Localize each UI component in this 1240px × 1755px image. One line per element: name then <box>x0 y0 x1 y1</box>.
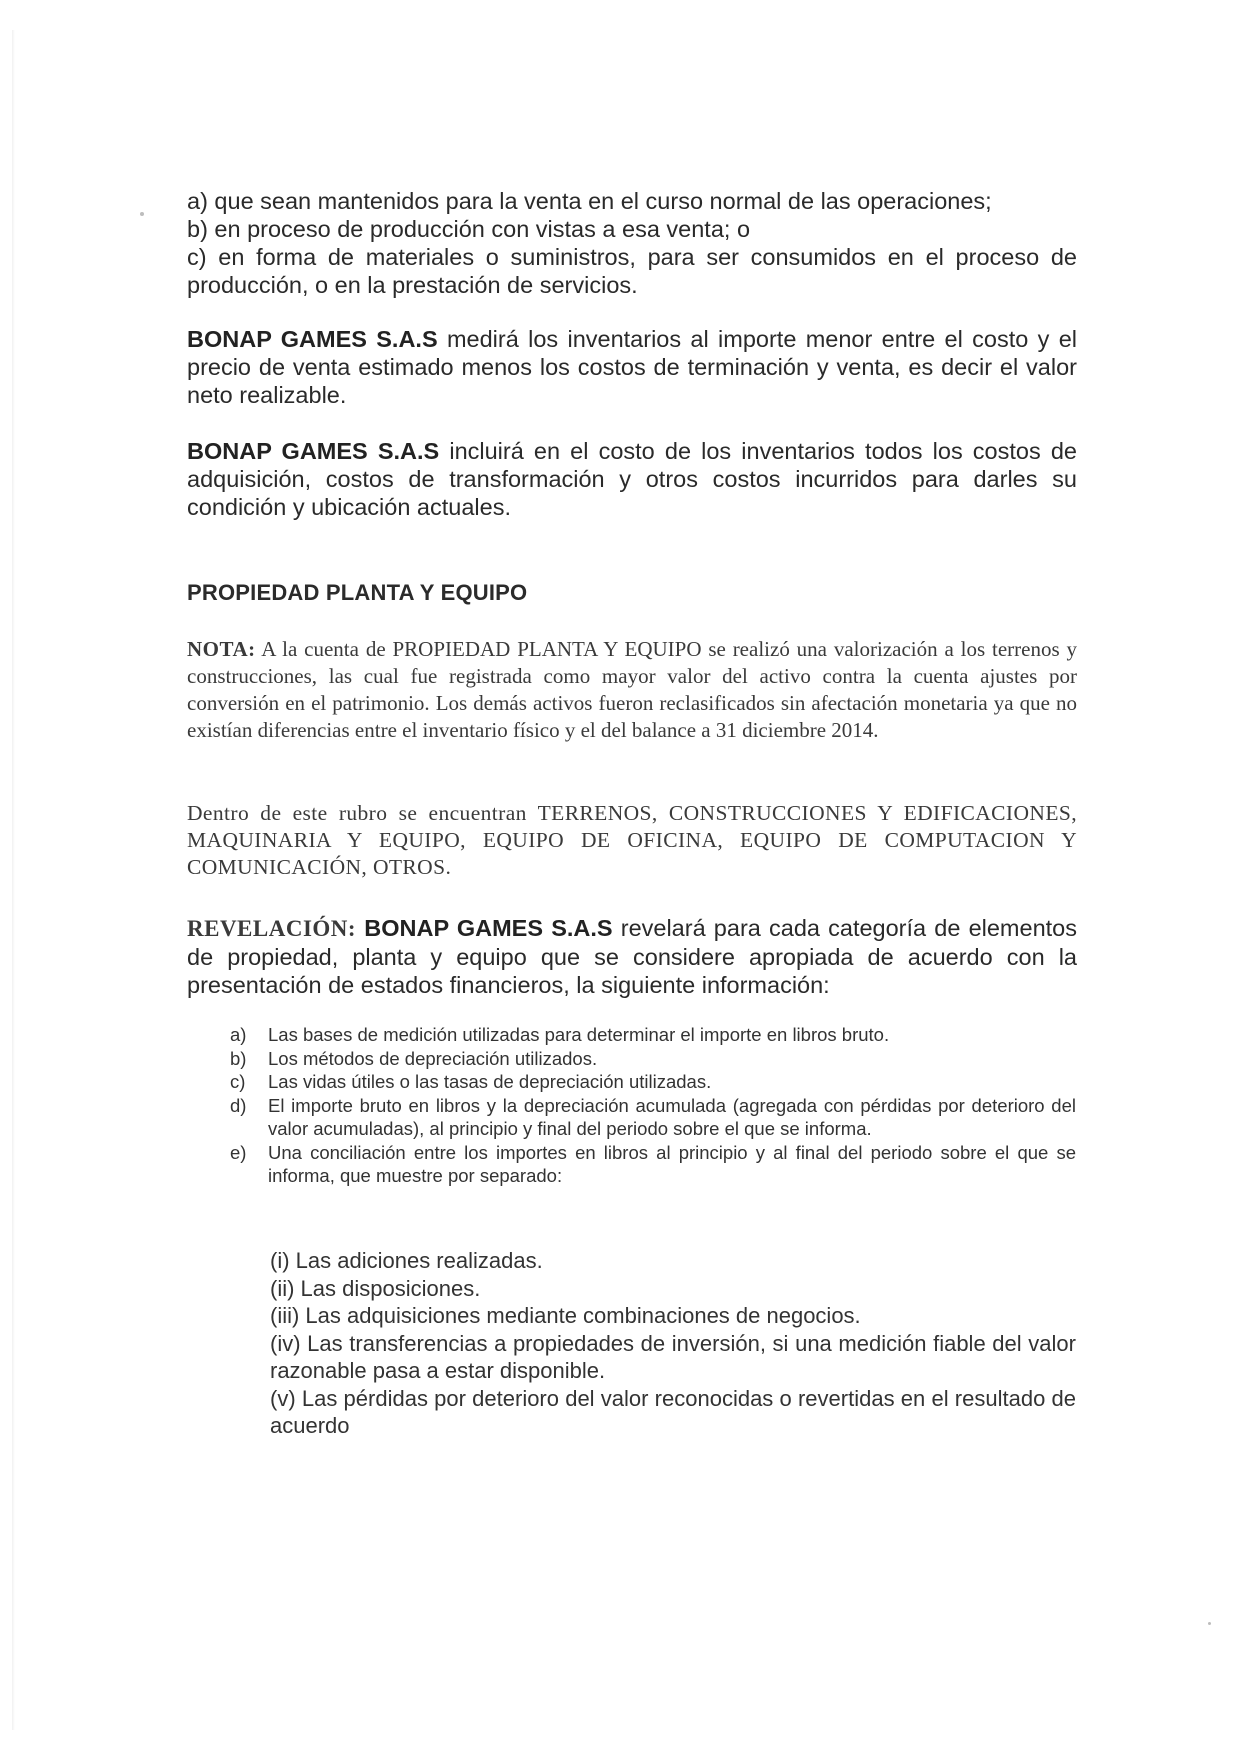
criteria-item-b: b) en proceso de producción con vistas a esa venta; o <box>187 216 751 242</box>
list-item: d) El importe bruto en libros y la depreciación acumulada (agregada con pérdidas por deterioro del valor acumuladas), al principio y final del periodo sobre el que se informa. <box>230 1094 1076 1139</box>
reconciliation-item-iii: (iii) Las adquisiciones mediante combinaciones de negocios. <box>270 1303 861 1328</box>
list-item: c) Las vidas útiles o las tasas de depreciación utilizadas. <box>230 1071 712 1092</box>
criteria-item-c: c) en forma de materiales o suministros, para ser consumidos en el proceso de producción, o en la prestación de servicios. <box>187 244 1077 298</box>
scan-speck <box>140 212 144 216</box>
company-name: BONAP GAMES S.A.S <box>187 438 440 464</box>
revelacion-label: REVELACIÓN: <box>187 916 357 941</box>
section-heading-wrapper <box>187 580 1077 606</box>
reconciliation-list <box>270 1247 1076 1440</box>
revelacion-paragraph <box>187 914 1077 999</box>
inventory-criteria-list <box>187 187 1077 299</box>
disclosure-list <box>230 1023 1076 1188</box>
company-name: BONAP GAMES S.A.S <box>364 915 613 941</box>
reconciliation-item-iv: (iv) Las transferencias a propiedades de inversión, si una medición fiable del valor razonable pasa a estar disponible. <box>270 1330 1076 1383</box>
measurement-paragraph <box>187 325 1077 409</box>
nota-label: NOTA: <box>187 637 256 661</box>
company-name: BONAP GAMES S.A.S <box>187 326 438 352</box>
rubro-paragraph <box>187 800 1077 881</box>
reconciliation-item-v: (v) Las pérdidas por deterioro del valor reconocidas o revertidas en el resultado de acuerdo <box>270 1385 1076 1438</box>
nota-paragraph <box>187 636 1077 744</box>
list-item: b) Los métodos de depreciación utilizados. <box>230 1047 598 1069</box>
revelacion-text: revelará para cada categoría de elementos de propiedad, planta y equipo que se considere apropiada de acuerdo con la presentación de estados financieros, la siguiente información: <box>187 915 1077 998</box>
criteria-item-a: a) que sean mantenidos para la venta en el curso normal de las operaciones; <box>187 188 992 214</box>
rubro-text: Dentro de este rubro se encuentran TERRENOS, CONSTRUCCIONES Y EDIFICACIONES, MAQUINARIA Y EQUIPO, EQUIPO DE OFICINA, EQUIPO DE COMPUTACION Y COMUNICACIÓN, OTROS. <box>187 801 1077 879</box>
list-item: e) Una conciliación entre los importes en libros al principio y al final del periodo sobre el que se informa, que muestre por separado: <box>230 1141 1076 1186</box>
nota-text: A la cuenta de PROPIEDAD PLANTA Y EQUIPO se realizó una valorización a los terrenos y construcciones, las cual fue registrada como mayor valor del activo contra la cuenta ajustes por conversión en el patrimonio. Los demás activos fueron reclasificados sin afectación monetaria ya que no existían diferencias entre el inventario físico y el del balance a 31 diciembre 2014. <box>187 637 1077 742</box>
list-item: a) Las bases de medición utilizadas para determinar el importe en libros bruto. <box>230 1024 890 1045</box>
scan-speck <box>1208 1622 1211 1625</box>
measurement-text: medirá los inventarios al importe menor entre el costo y el precio de venta estimado menos los costos de terminación y venta, es decir el valor neto realizable. <box>187 326 1077 408</box>
cost-paragraph <box>187 437 1077 521</box>
reconciliation-item-ii: (ii) Las disposiciones. <box>270 1275 481 1301</box>
reconciliation-item-i: (i) Las adiciones realizadas. <box>270 1248 543 1273</box>
section-heading: PROPIEDAD PLANTA Y EQUIPO <box>187 580 528 605</box>
scan-edge <box>12 30 15 1730</box>
cost-text: incluirá en el costo de los inventarios todos los costos de adquisición, costos de transformación y otros costos incurridos para darles su condición y ubicación actuales. <box>187 438 1077 520</box>
